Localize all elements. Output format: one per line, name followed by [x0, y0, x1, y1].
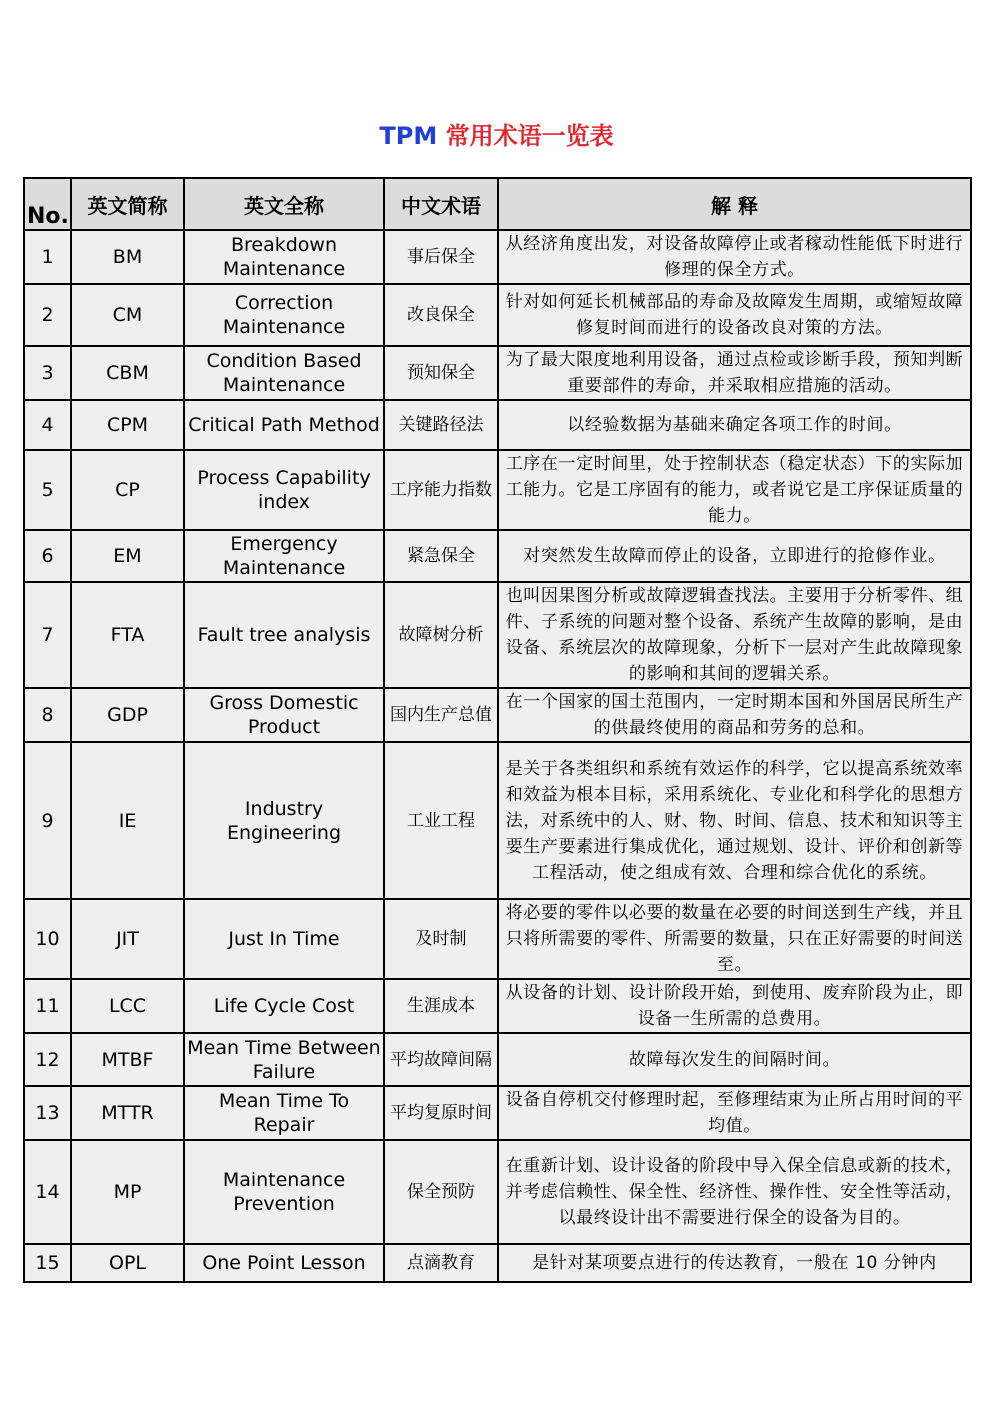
table-row: [24, 346, 971, 400]
cell-explanation: 为了最大限度地利用设备，通过点检或诊断手段，预知判断重要部件的寿命，并采取相应措施的活动。: [498, 346, 971, 400]
cell-explanation: 从设备的计划、设计阶段开始，到使用、废弃阶段为止，即设备一生所需的总费用。: [498, 979, 971, 1033]
cell-term: 国内生产总值: [384, 688, 498, 742]
table-row: [24, 1140, 971, 1244]
table-row: [24, 899, 971, 979]
cell-full: Correction Maintenance: [184, 284, 384, 346]
cell-full: Life Cycle Cost: [184, 979, 384, 1033]
cell-no: 7: [24, 582, 71, 688]
header-full: 英文全称: [184, 178, 384, 230]
cell-abbr: LCC: [71, 979, 184, 1033]
cell-explanation: 将必要的零件以必要的数量在必要的时间送到生产线，并且只将所需要的零件、所需要的数量，只在正好需要的时间送至。: [498, 899, 971, 979]
cell-term: 平均复原时间: [384, 1086, 498, 1140]
cell-abbr: CBM: [71, 346, 184, 400]
cell-explanation: 工序在一定时间里，处于控制状态（稳定状态）下的实际加工能力。它是工序固有的能力，或者说它是工序保证质量的能力。: [498, 450, 971, 530]
table-row: [24, 400, 971, 450]
table-row: [24, 742, 971, 899]
table-row: [24, 1244, 971, 1282]
cell-abbr: EM: [71, 530, 184, 582]
cell-term: 预知保全: [384, 346, 498, 400]
table-row: [24, 1086, 971, 1140]
cell-no: 12: [24, 1033, 71, 1086]
cell-explanation: 针对如何延长机械部品的寿命及故障发生周期，或缩短故障修复时间而进行的设备改良对策的方法。: [498, 284, 971, 346]
table-row: [24, 450, 971, 530]
header-no: No.: [24, 178, 71, 230]
table-row: [24, 284, 971, 346]
cell-explanation: 也叫因果图分析或故障逻辑查找法。主要用于分析零件、组件、子系统的问题对整个设备、系统产生故障的影响，是由设备、系统层次的故障现象，分析下一层对产生此故障现象的影响和其间的逻辑关系。: [498, 582, 971, 688]
cell-explanation: 在一个国家的国土范围内，一定时期本国和外国居民所生产的供最终使用的商品和劳务的总和。: [498, 688, 971, 742]
cell-term: 保全预防: [384, 1140, 498, 1244]
cell-full: Mean Time To Repair: [184, 1086, 384, 1140]
cell-no: 8: [24, 688, 71, 742]
cell-explanation: 故障每次发生的间隔时间。: [498, 1033, 971, 1086]
header-abbr: 英文简称: [71, 178, 184, 230]
table-row: [24, 1033, 971, 1086]
cell-no: 15: [24, 1244, 71, 1282]
cell-explanation: 是关于各类组织和系统有效运作的科学，它以提高系统效率和效益为根本目标，采用系统化、专业化和科学化的思想方法，对系统中的人、财、物、时间、信息、技术和知识等主要生产要素进行集成优化，通过规划、设计、评价和创新等工程活动，使之组成有效、合理和综合优化的系统。: [498, 742, 971, 899]
cell-full: Mean Time Between Failure: [184, 1033, 384, 1086]
cell-abbr: FTA: [71, 582, 184, 688]
table-row: [24, 688, 971, 742]
cell-abbr: CPM: [71, 400, 184, 450]
terms-table: [23, 177, 972, 1283]
header-term: 中文术语: [384, 178, 498, 230]
cell-full: Industry Engineering: [184, 742, 384, 899]
cell-full: Breakdown Maintenance: [184, 230, 384, 284]
cell-abbr: OPL: [71, 1244, 184, 1282]
cell-abbr: MP: [71, 1140, 184, 1244]
table-row: [24, 230, 971, 284]
cell-term: 改良保全: [384, 284, 498, 346]
table-row: [24, 530, 971, 582]
cell-abbr: GDP: [71, 688, 184, 742]
title-prefix: TPM: [379, 122, 438, 150]
cell-term: 平均故障间隔: [384, 1033, 498, 1086]
cell-full: Gross Domestic Product: [184, 688, 384, 742]
cell-abbr: JIT: [71, 899, 184, 979]
cell-no: 11: [24, 979, 71, 1033]
cell-term: 事后保全: [384, 230, 498, 284]
cell-explanation: 从经济角度出发，对设备故障停止或者稼动性能低下时进行修理的保全方式。: [498, 230, 971, 284]
cell-full: Process Capability index: [184, 450, 384, 530]
cell-term: 关键路径法: [384, 400, 498, 450]
table-row: [24, 979, 971, 1033]
cell-no: 14: [24, 1140, 71, 1244]
cell-abbr: BM: [71, 230, 184, 284]
cell-no: 6: [24, 530, 71, 582]
cell-full: Fault tree analysis: [184, 582, 384, 688]
cell-no: 2: [24, 284, 71, 346]
cell-term: 紧急保全: [384, 530, 498, 582]
cell-no: 4: [24, 400, 71, 450]
cell-no: 9: [24, 742, 71, 899]
cell-no: 13: [24, 1086, 71, 1140]
cell-full: One Point Lesson: [184, 1244, 384, 1282]
cell-abbr: MTTR: [71, 1086, 184, 1140]
cell-explanation: 在重新计划、设计设备的阶段中导入保全信息或新的技术，并考虑信赖性、保全性、经济性、操作性、安全性等活动，以最终设计出不需要进行保全的设备为目的。: [498, 1140, 971, 1244]
cell-term: 点滴教育: [384, 1244, 498, 1282]
cell-explanation: 以经验数据为基础来确定各项工作的时间。: [498, 400, 971, 450]
cell-full: Maintenance Prevention: [184, 1140, 384, 1244]
cell-term: 生涯成本: [384, 979, 498, 1033]
cell-no: 1: [24, 230, 71, 284]
cell-full: Emergency Maintenance: [184, 530, 384, 582]
cell-term: 工序能力指数: [384, 450, 498, 530]
cell-abbr: CM: [71, 284, 184, 346]
title-main: 常用术语一览表: [445, 122, 614, 150]
cell-term: 故障树分析: [384, 582, 498, 688]
header-row: [24, 178, 971, 230]
cell-term: 及时制: [384, 899, 498, 979]
cell-explanation: 对突然发生故障而停止的设备，立即进行的抢修作业。: [498, 530, 971, 582]
header-explanation: 解 释: [498, 178, 971, 230]
cell-term: 工业工程: [384, 742, 498, 899]
cell-abbr: CP: [71, 450, 184, 530]
page-title: [0, 118, 993, 154]
cell-full: Condition Based Maintenance: [184, 346, 384, 400]
cell-full: Critical Path Method: [184, 400, 384, 450]
cell-no: 10: [24, 899, 71, 979]
cell-full: Just In Time: [184, 899, 384, 979]
cell-no: 5: [24, 450, 71, 530]
table-row: [24, 582, 971, 688]
cell-abbr: IE: [71, 742, 184, 899]
cell-abbr: MTBF: [71, 1033, 184, 1086]
cell-explanation: 设备自停机交付修理时起，至修理结束为止所占用时间的平均值。: [498, 1086, 971, 1140]
cell-explanation: 是针对某项要点进行的传达教育，一般在 10 分钟内: [498, 1244, 971, 1282]
cell-no: 3: [24, 346, 71, 400]
